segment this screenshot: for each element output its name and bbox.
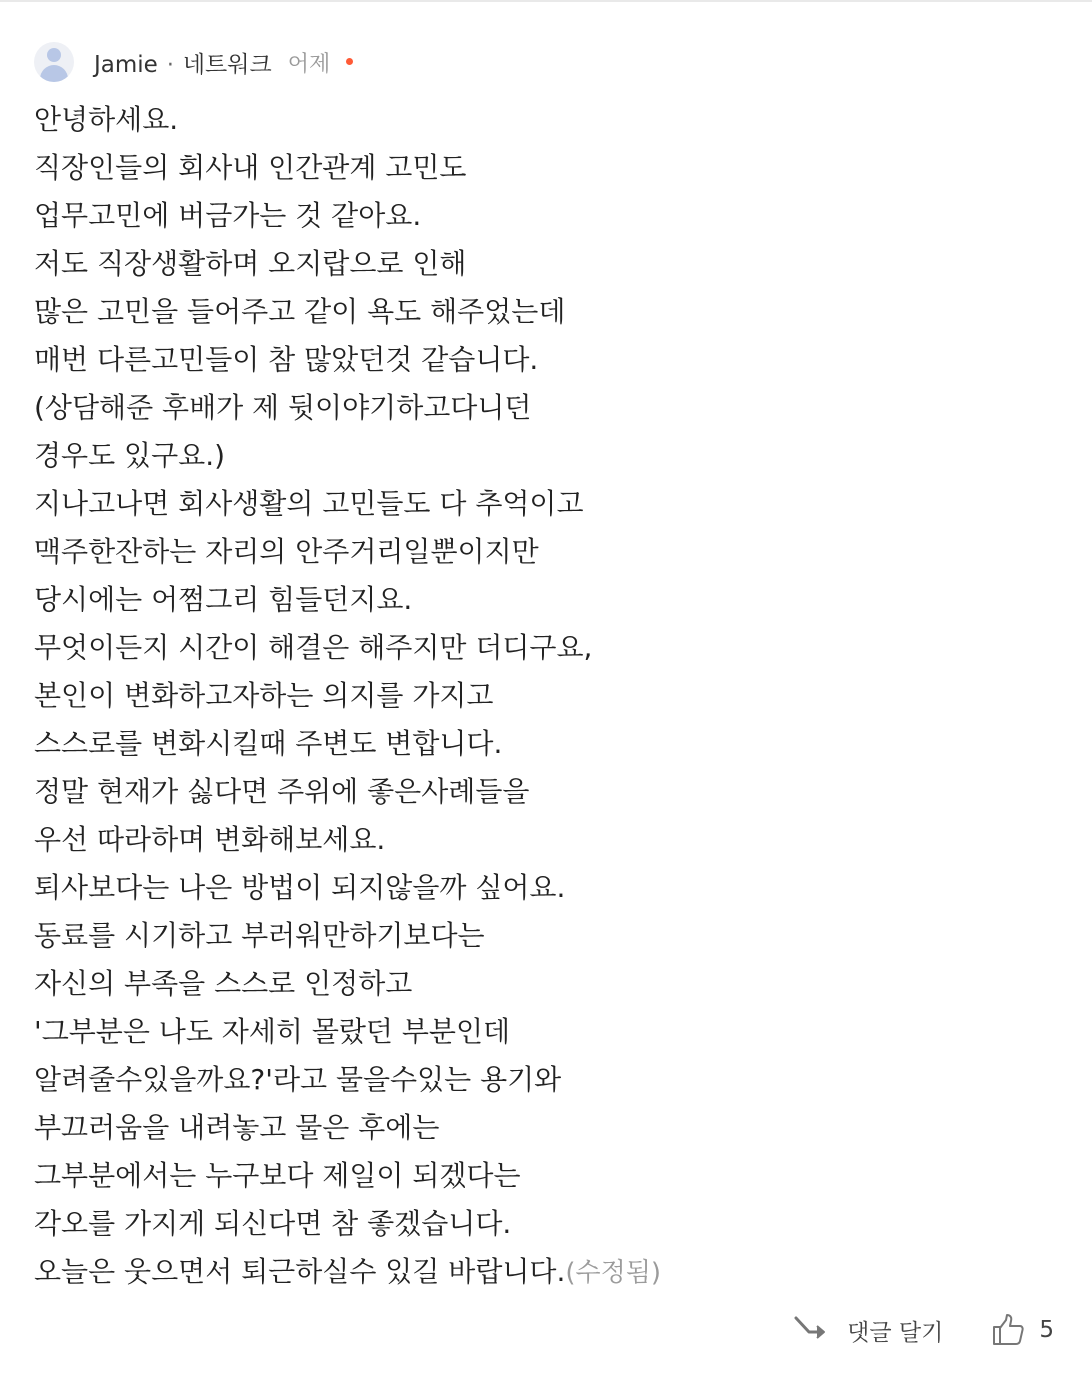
comment-line-text: 알려줄수있을까요?'라고 물을수있는 용기와 [34, 1063, 562, 1096]
comment-line-text: '그부분은 나도 자세히 몰랐던 부분인데 [34, 1015, 511, 1048]
comment-author[interactable] [94, 46, 272, 79]
reply-button[interactable] [793, 1314, 943, 1347]
comment-line-text: 부끄러움을 내려놓고 물은 후에는 [34, 1111, 440, 1144]
author-affiliation: 네트워크 [182, 51, 272, 78]
comment-line-text: 매번 다른고민들이 참 많았던것 같습니다. [34, 343, 539, 376]
comment-line [34, 144, 1064, 192]
comment-line-text: 정말 현재가 싫다면 주위에 좋은사례들을 [34, 775, 530, 808]
comment-line [34, 1152, 1064, 1200]
comment-line [34, 96, 1064, 144]
reply-button-label: 댓글 달기 [847, 1319, 944, 1346]
avatar-head [47, 48, 61, 62]
comment-line-text: 각오를 가지게 되신다면 참 좋겠습니다. [34, 1207, 512, 1240]
comment-line-text: 동료를 시기하고 부러워만하기보다는 [34, 919, 485, 952]
comment-line-text: 본인이 변화하고자하는 의지를 가지고 [34, 679, 494, 712]
comment-line [34, 1056, 1064, 1104]
comment-line [34, 1008, 1064, 1056]
author-name[interactable]: Jamie [94, 51, 158, 78]
comment-line [34, 432, 1064, 480]
comment-line-text: 자신의 부족을 스스로 인정하고 [34, 967, 413, 1000]
comment-line-text: 저도 직장생활하며 오지랍으로 인해 [34, 247, 467, 280]
comment-actions [793, 1308, 1054, 1352]
comment [34, 40, 1064, 1296]
comment-line [34, 816, 1064, 864]
comment-line-text: 맥주한잔하는 자리의 안주거리일뿐이지만 [34, 535, 539, 568]
edited-label: (수정됨) [565, 1258, 662, 1288]
reply-arrow-icon [793, 1315, 829, 1345]
comment-line [34, 960, 1064, 1008]
like-button[interactable] [991, 1313, 1054, 1347]
comment-line-text: 많은 고민을 들어주고 같이 욕도 해주었는데 [34, 295, 566, 328]
user-avatar-icon[interactable] [34, 42, 74, 82]
comment-line [34, 192, 1064, 240]
avatar-shoulders [40, 65, 68, 82]
comment-line-text: 스스로를 변화시킬때 주변도 변합니다. [34, 727, 503, 760]
comment-line [34, 480, 1064, 528]
comment-line-text: (상담해준 후배가 제 뒷이야기하고다니던 [34, 391, 532, 424]
comment-line [34, 528, 1064, 576]
comment-line [34, 1248, 1064, 1296]
comment-body [34, 96, 1064, 1296]
comment-line [34, 384, 1064, 432]
comment-line [34, 624, 1064, 672]
comment-header [34, 40, 1064, 84]
comment-line [34, 912, 1064, 960]
comment-timestamp: 어제 [287, 51, 331, 77]
comment-line-text: 경우도 있구요.) [34, 439, 226, 472]
comment-line [34, 864, 1064, 912]
comment-line [34, 288, 1064, 336]
comment-line-text: 그부분에서는 누구보다 제일이 되겠다는 [34, 1159, 521, 1192]
comment-line [34, 576, 1064, 624]
thumbs-up-icon [991, 1313, 1025, 1347]
comment-line [34, 240, 1064, 288]
author-separator: · [166, 52, 174, 78]
comment-line-text: 퇴사보다는 나은 방법이 되지않을까 싶어요. [34, 871, 566, 904]
comment-line-text: 안녕하세요. [34, 103, 179, 136]
comment-line [34, 1104, 1064, 1152]
comment-line-text: 무엇이든지 시간이 해결은 해주지만 더디구요, [34, 631, 593, 664]
comment-line [34, 1200, 1064, 1248]
comment-line-text: 직장인들의 회사내 인간관계 고민도 [34, 151, 467, 184]
comment-line-text: 우선 따라하며 변화해보세요. [34, 823, 386, 856]
top-divider [0, 0, 1092, 2]
comment-line-text: 오늘은 웃으면서 퇴근하실수 있길 바랍니다. [34, 1255, 566, 1288]
comment-line-text: 당시에는 어쩜그리 힘들던지요. [34, 583, 413, 616]
new-indicator-dot [346, 58, 353, 65]
like-count: 5 [1039, 1317, 1054, 1343]
comment-line-text: 업무고민에 버금가는 것 같아요. [34, 199, 422, 232]
comment-line [34, 768, 1064, 816]
comment-line [34, 672, 1064, 720]
comment-line-text: 지나고나면 회사생활의 고민들도 다 추억이고 [34, 487, 584, 520]
comment-line [34, 336, 1064, 384]
comment-line [34, 720, 1064, 768]
